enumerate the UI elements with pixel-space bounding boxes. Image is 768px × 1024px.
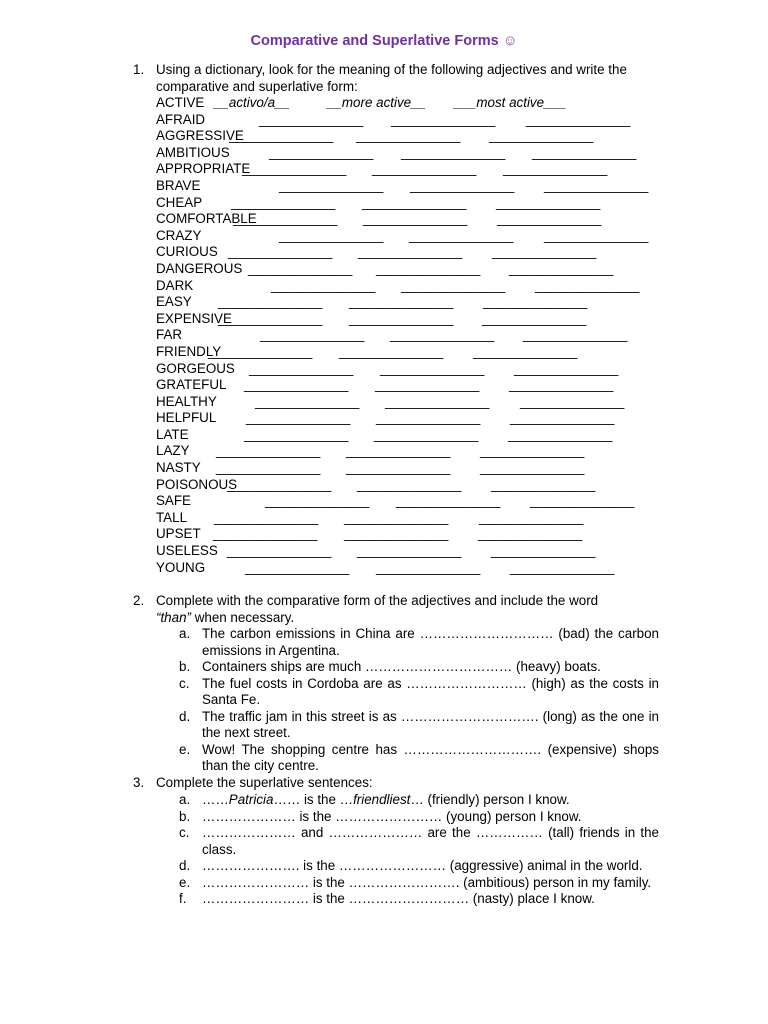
superlative-blank: ______________ [491, 476, 596, 492]
adjective-word: TALL [156, 509, 188, 525]
comparative-blank: ______________ [409, 227, 514, 243]
adjective-word: CHEAP [156, 194, 203, 210]
item-text: ………………… and ………………… are the …………… (tall) friends in the class. [202, 825, 659, 857]
adjective-word: YOUNG [156, 559, 206, 575]
list-item [179, 626, 659, 659]
adjective-word: NASTY [156, 460, 201, 476]
adjective-word: GRATEFUL [156, 377, 227, 393]
meaning-blank: ______________ [216, 443, 321, 459]
adjective-word: DANGEROUS [156, 260, 243, 276]
comparative-blank: ______________ [349, 310, 454, 326]
adjective-word: DARK [156, 277, 194, 293]
table-row [156, 526, 666, 543]
meaning-blank: ______________ [279, 227, 384, 243]
comparative-blank: ______________ [346, 460, 451, 476]
item-text: …………………. is the …………………… (aggressive) animal in the world. [202, 858, 643, 873]
item-text: Wow! The shopping centre has …………………………. (expensive) shops than the city centre. [202, 741, 659, 773]
item-letter: d. [179, 708, 191, 724]
table-row [156, 228, 666, 245]
adjective-word: POISONOUS [156, 476, 238, 492]
item-a-answer: friendliest [353, 792, 411, 807]
comparative-blank: ______________ [390, 327, 495, 343]
worksheet-title: Comparative and Superlative Forms ☺ [250, 33, 518, 49]
section-3-instruction: Complete the superlative sentences: [156, 775, 373, 790]
superlative-blank: ______________ [510, 559, 615, 575]
meaning-blank: ______________ [218, 310, 323, 326]
comparative-blank: ______________ [339, 343, 444, 359]
adjective-word: APPROPRIATE [156, 161, 251, 177]
superlative-blank: ______________ [482, 310, 587, 326]
table-row [156, 377, 666, 394]
superlative-blank: ______________ [544, 227, 649, 243]
example-meaning: __activo/a__ [214, 95, 290, 110]
adjective-word: LAZY [156, 443, 190, 459]
adjective-word: AGGRESSIVE [156, 128, 244, 144]
superlative-blank: ______________ [480, 443, 585, 459]
table-row [156, 178, 666, 195]
list-item [179, 891, 659, 908]
comparative-blank: ______________ [346, 443, 451, 459]
adjective-word: LATE [156, 426, 189, 442]
example-comparative: __more active__ [327, 95, 426, 110]
superlative-blank: ______________ [480, 460, 585, 476]
comparative-blank: ______________ [375, 377, 480, 393]
list-item [179, 809, 659, 826]
meaning-blank: ______________ [245, 559, 350, 575]
adjective-word: USELESS [156, 543, 218, 559]
item-letter: a. [179, 792, 191, 807]
table-row [156, 560, 666, 577]
meaning-blank: ______________ [231, 194, 336, 210]
item-letter: b. [179, 659, 191, 674]
adjective-word: EASY [156, 294, 192, 310]
item-letter: b. [179, 808, 191, 824]
list-item [179, 676, 659, 709]
item-letter: f. [179, 891, 187, 906]
section-3-items [179, 792, 659, 908]
comparative-blank: ______________ [391, 111, 496, 127]
meaning-blank: ______________ [214, 509, 319, 525]
item-a-name: Patricia [228, 792, 274, 807]
item-text: The traffic jam in this street is as …………………………. (long) as the one in the next street. [202, 708, 659, 740]
adjective-word: SAFE [156, 493, 191, 509]
meaning-blank: ______________ [228, 244, 333, 260]
superlative-blank: ______________ [503, 161, 608, 177]
comparative-blank: ______________ [357, 543, 462, 559]
adjective-word: GORGEOUS [156, 360, 235, 376]
table-row [156, 294, 666, 311]
meaning-blank: ______________ [233, 211, 338, 227]
table-row [156, 261, 666, 278]
table-row [156, 493, 666, 510]
table-row [156, 510, 666, 527]
meaning-blank: ______________ [216, 460, 321, 476]
list-item [179, 709, 659, 742]
table-row [156, 443, 666, 460]
item-letter: a. [179, 626, 191, 641]
example-word: ACTIVE [156, 95, 205, 110]
item-letter: e. [179, 874, 191, 890]
table-row [156, 543, 666, 560]
item-text: Containers ships are much …………………………… (heavy) boats. [202, 659, 601, 674]
adjective-word: CURIOUS [156, 244, 218, 260]
meaning-blank: ______________ [265, 493, 370, 509]
adjective-word: EXPENSIVE [156, 310, 232, 326]
section-3-number: 3. [133, 775, 145, 790]
adjective-word: CRAZY [156, 227, 202, 243]
comparative-blank: ______________ [362, 194, 467, 210]
item-a-dots-1: …… [202, 792, 229, 807]
item-letter: d. [179, 858, 191, 873]
meaning-blank: ______________ [248, 260, 353, 276]
example-superlative: ___most active___ [454, 95, 567, 110]
comparative-blank: ______________ [396, 493, 501, 509]
list-item [179, 659, 659, 676]
superlative-blank: ______________ [526, 111, 631, 127]
adjective-word: HELPFUL [156, 410, 217, 426]
superlative-blank: ______________ [530, 493, 635, 509]
meaning-blank: ______________ [227, 543, 332, 559]
meaning-blank: ______________ [208, 343, 313, 359]
table-row [156, 244, 666, 261]
table-row [156, 344, 666, 361]
comparative-blank: ______________ [385, 393, 490, 409]
superlative-blank: ______________ [508, 426, 613, 442]
comparative-blank: ______________ [344, 509, 449, 525]
adjective-word: HEALTHY [156, 393, 217, 409]
comparative-blank: ______________ [401, 144, 506, 160]
meaning-blank: ______________ [259, 111, 364, 127]
superlative-blank: ______________ [532, 144, 637, 160]
superlative-blank: ______________ [479, 509, 584, 525]
section-2-instruction [156, 593, 661, 626]
section-2-instruction-a: Complete with the comparative form of the adjectives and include the word [156, 593, 599, 608]
table-row [156, 410, 666, 427]
item-a-rest: … (friendly) person I know. [410, 792, 570, 807]
table-row [156, 427, 666, 444]
superlative-blank: ______________ [489, 128, 594, 144]
section-3-item-rows [179, 809, 659, 908]
table-row [156, 361, 666, 378]
table-row [156, 311, 666, 328]
superlative-blank: ______________ [544, 177, 649, 193]
example-row [156, 95, 666, 112]
table-row [156, 145, 666, 162]
comparative-blank: ______________ [358, 244, 463, 260]
section-2-items [179, 626, 659, 775]
section-1-instruction: Using a dictionary, look for the meaning of the following adjectives and write the comparative and superlative form: [156, 62, 627, 94]
comparative-blank: ______________ [363, 211, 468, 227]
comparative-blank: ______________ [344, 526, 449, 542]
item-letter: e. [179, 741, 191, 757]
comparative-blank: ______________ [376, 410, 481, 426]
superlative-blank: ______________ [535, 277, 640, 293]
item-letter: c. [179, 825, 190, 840]
superlative-blank: ______________ [497, 211, 602, 227]
table-row [156, 477, 666, 494]
list-item [179, 858, 659, 875]
meaning-blank: ______________ [246, 410, 351, 426]
comparative-blank: ______________ [410, 177, 515, 193]
comparative-blank: ______________ [349, 294, 454, 310]
table-row [156, 394, 666, 411]
item-text: The carbon emissions in China are ………………………… (bad) the carbon emissions in Argentina. [202, 626, 659, 658]
list-item [179, 792, 659, 809]
item-a-dots-2: …… is the … [273, 792, 354, 807]
meaning-blank: ______________ [269, 144, 374, 160]
superlative-blank: ______________ [509, 260, 614, 276]
item-text: …………………… is the ……………………… (nasty) place I know. [202, 891, 595, 906]
superlative-blank: ______________ [514, 360, 619, 376]
comparative-blank: ______________ [376, 559, 481, 575]
comparative-blank: ______________ [376, 260, 481, 276]
table-row [156, 195, 666, 212]
meaning-blank: ______________ [242, 161, 347, 177]
table-row [156, 211, 666, 228]
meaning-blank: ______________ [244, 426, 349, 442]
meaning-blank: ______________ [249, 360, 354, 376]
item-text: The fuel costs in Cordoba are as ……………………… (high) as the costs in Santa Fe. [202, 675, 659, 707]
table-row [156, 128, 666, 145]
meaning-blank: ______________ [218, 294, 323, 310]
meaning-blank: ______________ [244, 377, 349, 393]
adjective-word: AFRAID [156, 111, 206, 127]
list-item [179, 742, 659, 775]
adjective-word: UPSET [156, 526, 201, 542]
adjective-word: FAR [156, 327, 183, 343]
table-row [156, 161, 666, 178]
section-2-instruction-b: when necessary. [190, 609, 295, 625]
superlative-blank: ______________ [523, 327, 628, 343]
section-2-number: 2. [133, 593, 145, 608]
section-2-than: “than” [156, 609, 191, 625]
comparative-blank: ______________ [357, 476, 462, 492]
superlative-blank: ______________ [509, 377, 614, 393]
comparative-blank: ______________ [372, 161, 477, 177]
comparative-blank: ______________ [374, 426, 479, 442]
meaning-blank: ______________ [279, 177, 384, 193]
meaning-blank: ______________ [213, 526, 318, 542]
superlative-blank: ______________ [492, 244, 597, 260]
table-row [156, 112, 666, 129]
comparative-blank: ______________ [380, 360, 485, 376]
superlative-blank: ______________ [510, 410, 615, 426]
item-text [202, 792, 659, 809]
section-1-number: 1. [133, 62, 145, 77]
meaning-blank: ______________ [227, 476, 332, 492]
table-row [156, 278, 666, 295]
meaning-blank: ______________ [229, 128, 334, 144]
superlative-blank: ______________ [473, 343, 578, 359]
list-item [179, 875, 659, 892]
table-row [156, 460, 666, 477]
meaning-blank: ______________ [260, 327, 365, 343]
comparative-blank: ______________ [356, 128, 461, 144]
item-text: …………………… is the ……………………. (ambitious) person in my family. [202, 874, 652, 890]
list-item [179, 825, 659, 858]
adjective-word: FRIENDLY [156, 343, 222, 359]
table-row [156, 327, 666, 344]
superlative-blank: ______________ [496, 194, 601, 210]
comparative-blank: ______________ [401, 277, 506, 293]
superlative-blank: ______________ [491, 543, 596, 559]
item-text: ………………… is the …………………… (young) person I know. [202, 808, 582, 824]
item-letter: c. [179, 675, 190, 691]
superlative-blank: ______________ [483, 294, 588, 310]
adjective-list [156, 95, 666, 576]
adjective-word: AMBITIOUS [156, 144, 230, 160]
superlative-blank: ______________ [520, 393, 625, 409]
meaning-blank: ______________ [255, 393, 360, 409]
adjective-word: COMFORTABLE [156, 211, 257, 227]
superlative-blank: ______________ [478, 526, 583, 542]
meaning-blank: ______________ [271, 277, 376, 293]
adjective-word: BRAVE [156, 177, 201, 193]
adjective-rows [156, 112, 666, 577]
